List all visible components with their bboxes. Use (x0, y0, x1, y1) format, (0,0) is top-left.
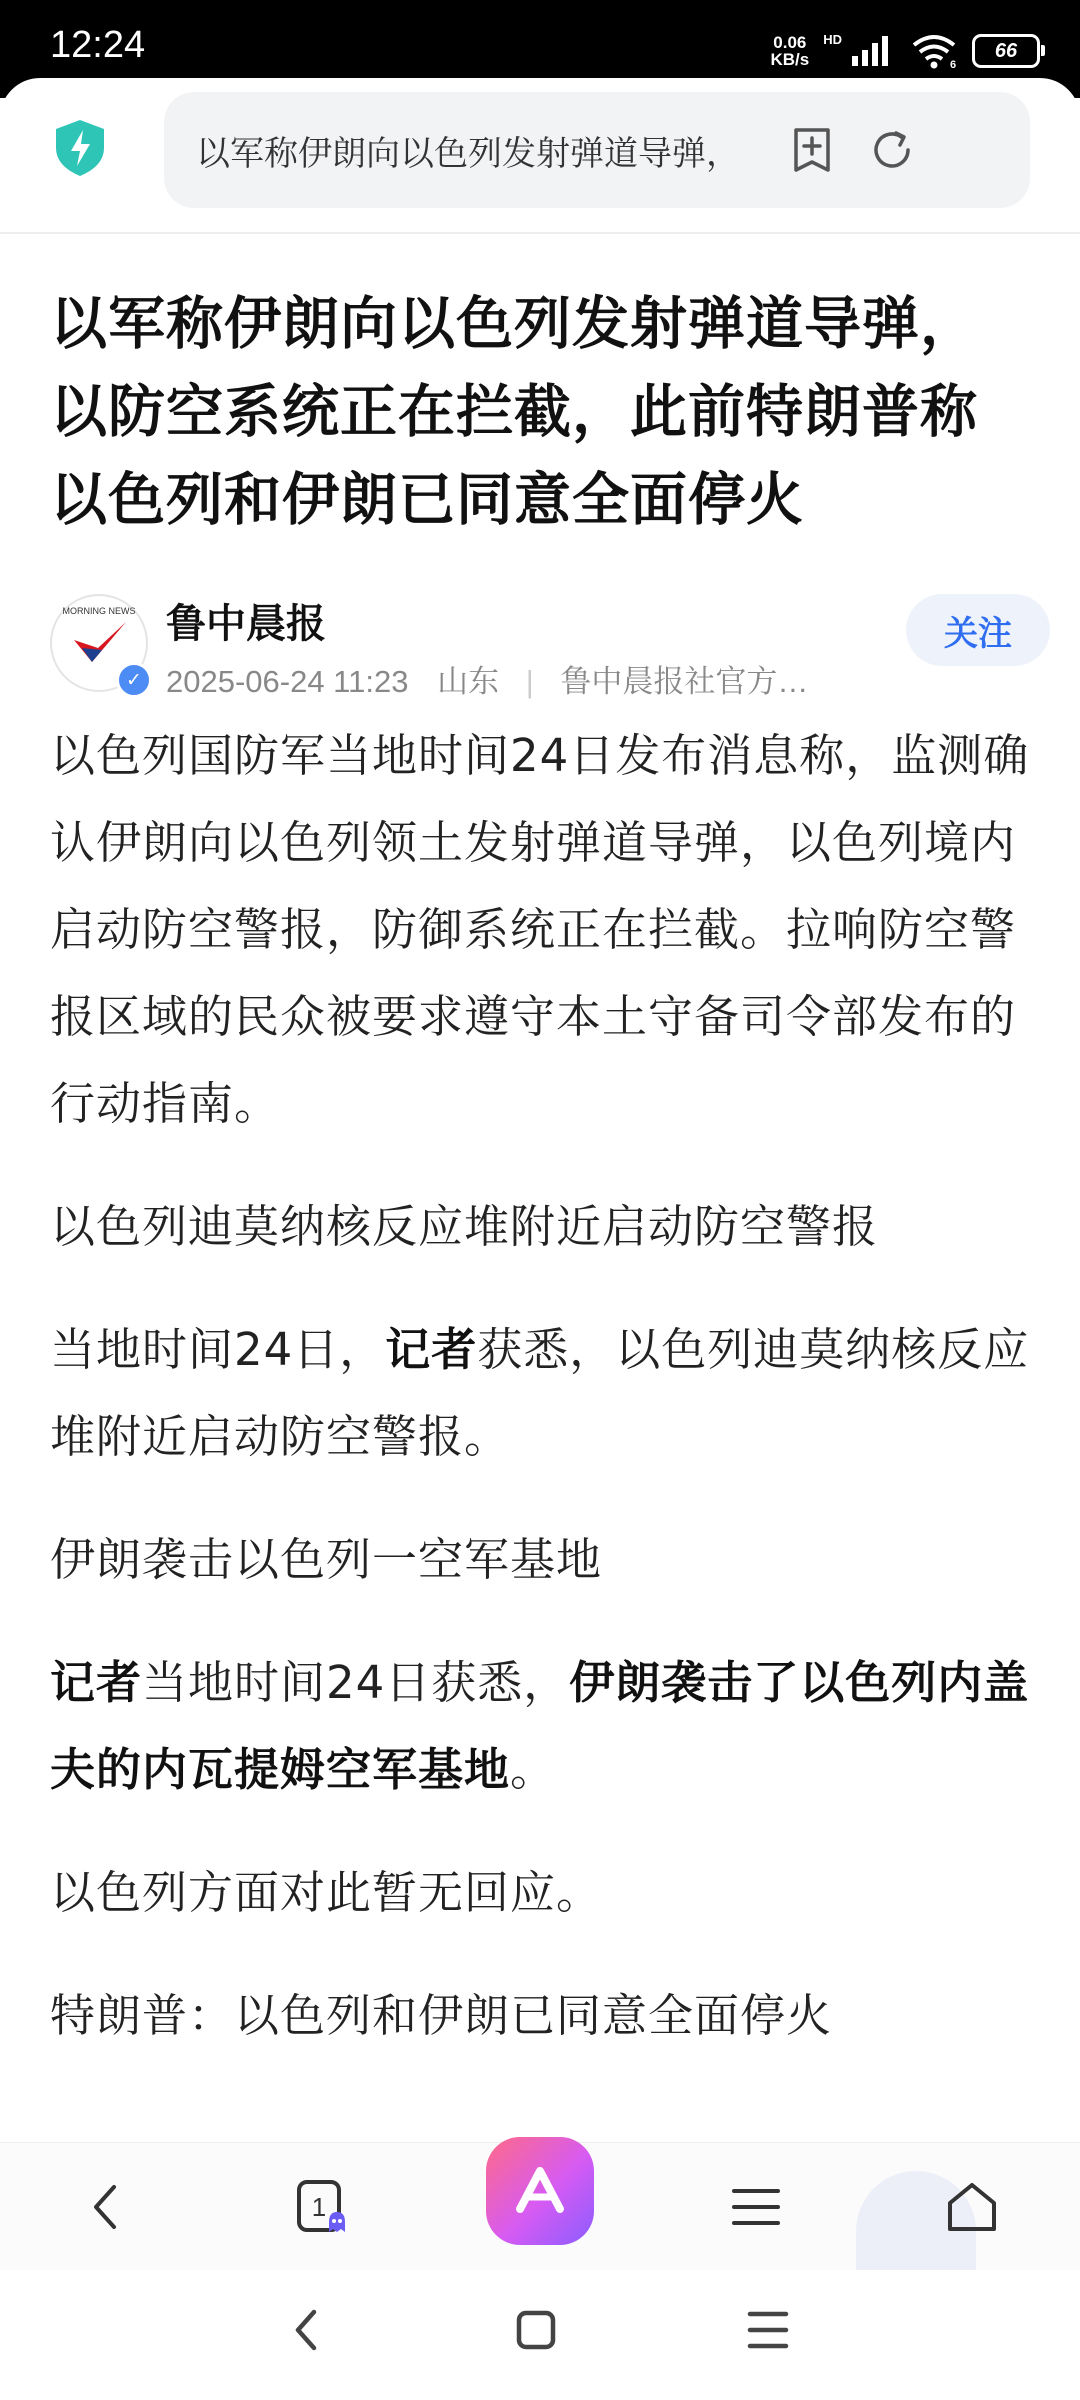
follow-button[interactable]: 关注 (906, 594, 1050, 666)
bold-text: 记者 (385, 1323, 478, 1376)
article-title: 以军称伊朗向以色列发射弹道导弹，以防空系统正在拦截，此前特朗普称以色列和伊朗已同意全面停火 (50, 291, 978, 533)
avatar-text: MORNING NEWS (62, 606, 136, 616)
battery-level: 66 (994, 39, 1018, 62)
square-icon (514, 2308, 558, 2352)
menu-icon (744, 2308, 792, 2352)
tabs-icon (287, 2172, 357, 2242)
header-divider (0, 232, 1080, 234)
system-back-button[interactable] (276, 2300, 336, 2360)
tabs-button[interactable] (282, 2167, 362, 2247)
paragraph: 伊朗袭击以色列一空军基地 (50, 1533, 603, 1586)
system-home-button[interactable] (506, 2300, 566, 2360)
refresh-icon[interactable] (866, 124, 918, 176)
ai-assistant-button[interactable] (486, 2137, 594, 2245)
author-row (50, 582, 1035, 712)
network-speed (770, 34, 809, 68)
text-span: 当地时间24日， (50, 1323, 386, 1376)
text-span: 获悉，以色列迪莫纳核反应堆附近启动防空警报。 (50, 1323, 1030, 1463)
system-recents-button[interactable] (738, 2300, 798, 2360)
network-speed-value: 0.06 (773, 33, 807, 52)
text-span: 当地时间24日获悉， (142, 1656, 570, 1709)
wifi-icon (910, 33, 958, 69)
paragraph (50, 1639, 1035, 1813)
menu-icon (730, 2185, 782, 2229)
publish-location: 山东 (437, 664, 500, 699)
article-meta (166, 656, 808, 701)
author-name[interactable]: 鲁中晨报 (166, 601, 326, 647)
source-label: 鲁中晨报社官方… (560, 664, 809, 699)
svg-text:6: 6 (950, 59, 957, 69)
url-text[interactable]: 以军称伊朗向以色列发射弹道导弹， (196, 134, 740, 174)
menu-button[interactable] (716, 2167, 796, 2247)
text-span: 。 (510, 1743, 557, 1796)
paragraph: 特朗普：以色列和伊朗已同意全面停火 (50, 1989, 833, 2042)
verified-badge-icon: ✓ (116, 662, 152, 698)
tabs-count: 1 (311, 2192, 327, 2222)
meta-divider: | (525, 664, 534, 699)
paragraph: 以色列方面对此暂无回应。 (50, 1866, 603, 1919)
home-button[interactable] (932, 2167, 1012, 2247)
battery-indicator (972, 34, 1040, 68)
home-icon (944, 2179, 1000, 2235)
browser-header (0, 78, 1080, 236)
network-speed-unit: KB/s (770, 50, 810, 69)
status-icons (770, 26, 1040, 76)
author-avatar[interactable] (50, 594, 148, 692)
signal-icon (850, 34, 896, 68)
hd-label: HD (823, 31, 842, 47)
bold-text: 伊朗袭击了以色列内盖夫的内瓦提姆空军基地 (50, 1656, 1030, 1796)
shield-icon[interactable] (52, 118, 108, 178)
back-icon (86, 2181, 126, 2233)
article (50, 280, 1035, 2059)
add-bookmark-icon[interactable] (786, 124, 838, 176)
back-button[interactable] (66, 2167, 146, 2247)
bold-text: 记者 (50, 1656, 143, 1709)
ai-assistant-icon (508, 2159, 572, 2223)
system-nav-bar (0, 2270, 1080, 2400)
publish-date: 2025-06-24 11:23 (166, 664, 409, 699)
paragraph: 以色列国防军当地时间24日发布消息称，监测确认伊朗向以色列领土发射弹道导弹，以色列境内启动防空警报，防御系统正在拦截。拉响防空警报区域的民众被要求遵守本土守备司令部发布的行动指南。 (50, 729, 1030, 1130)
browser-toolbar (0, 2142, 1080, 2271)
paragraph (50, 1306, 1035, 1480)
article-body (50, 712, 1035, 2059)
status-time: 12:24 (50, 24, 146, 66)
paragraph: 以色列迪莫纳核反应堆附近启动防空警报 (50, 1200, 879, 1253)
back-icon (288, 2306, 324, 2354)
address-bar[interactable] (164, 92, 1030, 208)
